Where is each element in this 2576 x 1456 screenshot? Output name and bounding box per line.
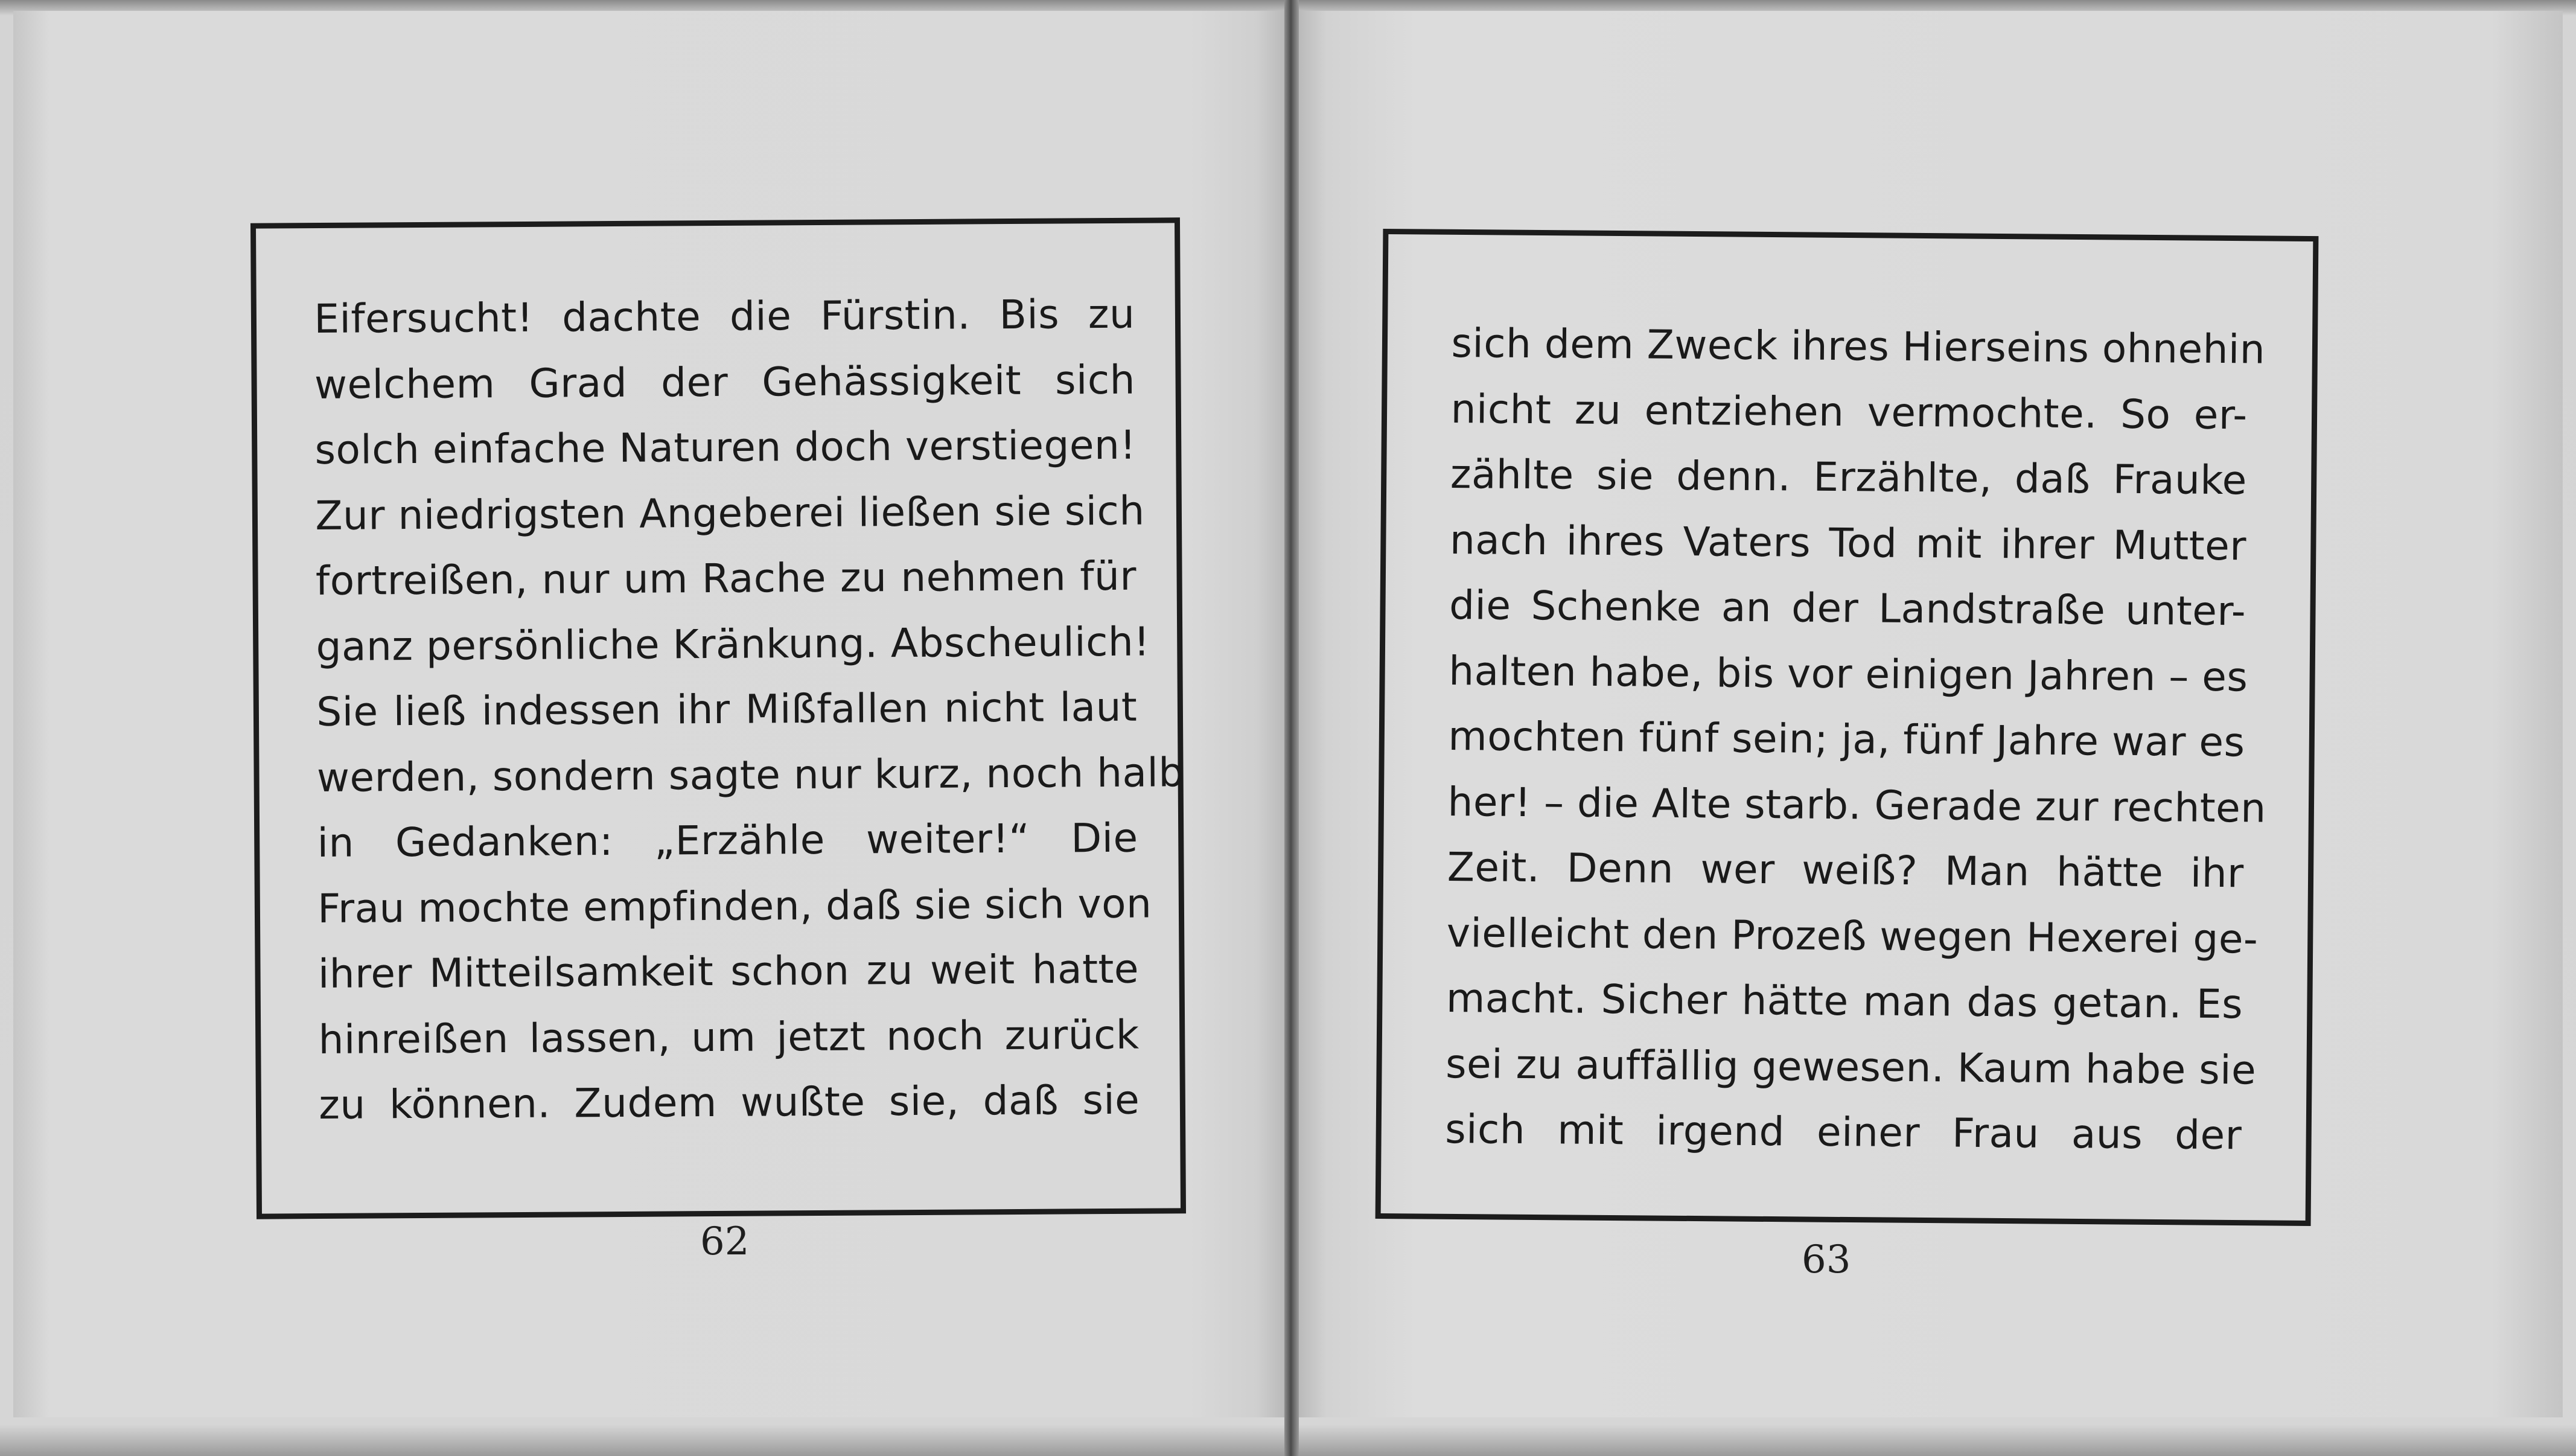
text-line: vielleicht den Prozeß wegen Hexerei ge- [1446, 909, 2259, 963]
page-number-right: 63 [1802, 1237, 1851, 1282]
text-line: Frau mochte empfinden, daß sie sich von [317, 880, 1152, 932]
text-line: ihrer Mitteilsamkeit schon zu weit hatte [317, 945, 1140, 997]
text-line: solch einfache Naturen doch verstiegen! [314, 421, 1137, 473]
text-line: die Schenke an der Landstraße unter- [1449, 581, 2246, 635]
text-line: ganz persönliche Kränkung. Abscheulich! [316, 618, 1150, 670]
text-line: zu können. Zudem wußte sie, daß sie [319, 1076, 1140, 1128]
text-line: nicht zu entziehen vermochte. So er- [1450, 385, 2248, 438]
text-line: Zur niedrigsten Angeberei ließen sie sich [315, 487, 1145, 539]
text-line: Zeit. Denn wer weiß? Man hätte ihr [1447, 843, 2245, 897]
text-line: hinreißen lassen, um jetzt noch zurück [318, 1011, 1140, 1063]
text-line: Sie ließ indessen ihr Mißfallen nicht laut [316, 683, 1138, 735]
left-text-block [314, 282, 1184, 1138]
page-number-left: 62 [700, 1219, 750, 1264]
text-line: sich mit irgend einer Frau aus der [1445, 1105, 2242, 1159]
text-line: sich dem Zweck ihres Hierseins ohnehin [1451, 319, 2266, 373]
text-line: Eifersucht! dachte die Fürstin. Bis zu [314, 290, 1135, 342]
text-line: macht. Sicher hätte man das getan. Es [1446, 974, 2243, 1028]
text-line: fortreißen, nur um Rache zu nehmen für [315, 552, 1137, 604]
text-line: sei zu auffällig gewesen. Kaum habe sie [1445, 1040, 2257, 1094]
text-line: nach ihres Vaters Tod mit ihrer Mutter [1449, 516, 2247, 569]
text-line: mochten fünf sein; ja, fünf Jahre war es [1448, 712, 2245, 766]
text-line: werden, sondern sagte nur kurz, noch halb [316, 749, 1184, 801]
text-line: zählte sie denn. Erzählte, daß Frauke [1450, 450, 2248, 504]
right-text-block [1445, 311, 2266, 1169]
text-line: welchem Grad der Gehässigkeit sich [314, 356, 1136, 408]
text-line: her! – die Alte starb. Gerade zur rechten [1447, 778, 2266, 832]
text-line: halten habe, bis vor einigen Jahren – es [1449, 647, 2248, 700]
book-gutter [1284, 0, 1299, 1456]
text-line: in Gedanken: „Erzähle weiter!“ Die [317, 814, 1138, 866]
